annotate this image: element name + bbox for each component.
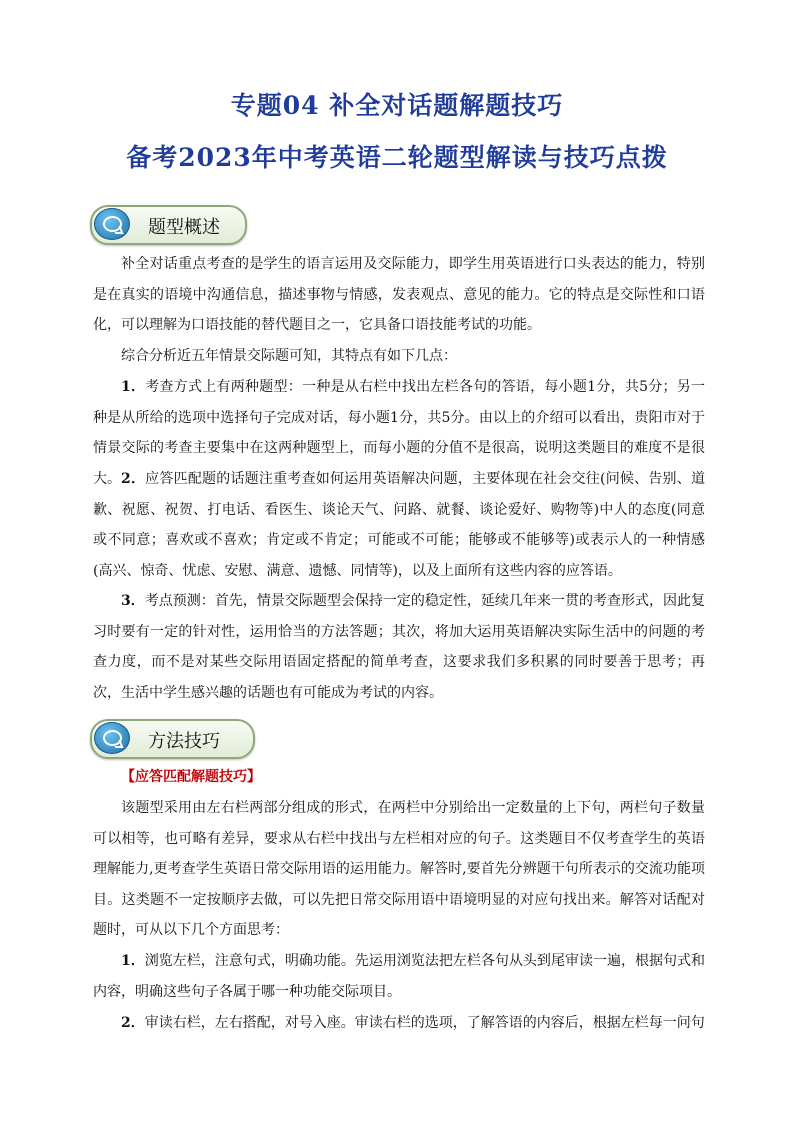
point-text: 审读右栏，左右搭配，对号入座。审读右栏的选项，了解答语的内容后，根据左栏每一问句 <box>144 1015 705 1031</box>
section-badge-methods <box>90 719 255 759</box>
overview-paragraph: 补全对话重点考查的是学生的语言运用及交际能力，即学生用英语进行口头表达的能力，特别是在真实的语境中沟通信息，描述事物与情感，发表观点、意见的能力。它的特点是交际性和口语化，可以理解为口语技能的替代题目之一，它具备口语技能考试的功能。 <box>93 256 705 333</box>
point-number: 2． <box>121 1015 145 1031</box>
overview-point-3 <box>93 586 705 708</box>
point-number: 2． <box>121 471 146 487</box>
point-number: 1． <box>121 953 145 969</box>
method-point-1 <box>93 946 705 1007</box>
overview-point-2 <box>93 464 705 586</box>
overview-summary-line: 综合分析近五年情景交际题可知，其特点有如下几点： <box>121 348 457 364</box>
section-badge-overview <box>90 205 247 245</box>
method-point-2 <box>93 1008 705 1039</box>
point-text: 考点预测：首先，情景交际题型会保持一定的稳定性，延续几年来一贯的考查形式，因此复习时要有一定的针对性，运用恰当的方法答题；其次，将加大运用英语解决实际生活中的问题的考查力度，而不是对某些交际用语固定搭配的简单考查，这要求我们多积累的同时要善于思考；再次，生活中学生感兴趣的话题也有可能成为考试的内容。 <box>93 593 706 701</box>
method-intro-paragraph: 该题型采用由左右栏两部分组成的形式，在两栏中分别给出一定数量的上下句，两栏句子数量可以相等，也可略有差异，要求从右栏中找出与左栏相对应的句子。这类题目不仅考查学生的英语理解能力,更考查学生英语日常交际用语的运用能力。解答时,要首先分辨题干句所表示的交流功能项目。这类题不一定按顺序去做，可以先把日常交际用语中语境明显的对应句找出来。解答对话配对题时，可从以下几个方面思考： <box>93 800 705 938</box>
document-title-line1: 专题04 补全对话题解题技巧 <box>230 91 564 120</box>
section-badge-label: 题型概述 <box>148 217 220 238</box>
point-text: 考查方式上有两种题型：一种是从右栏中找出左栏各句的答语，每小题1分，共5分；另一种是从所给的选项中选择句子完成对话，每小题1分，共5分。由以上的介绍可以看出，贵阳市对于情景交际的考查主要集中在这两种题型上，而每小题的分值不是很高，说明这类题目的难度不是很大。 <box>93 379 706 487</box>
speech-bubble-icon <box>94 208 130 240</box>
point-number: 1． <box>121 379 146 395</box>
speech-bubble-icon <box>94 722 130 754</box>
method-subheading: 【应答匹配解题技巧】 <box>121 769 261 785</box>
document-title-line2: 备考2023年中考英语二轮题型解读与技巧点拨 <box>126 143 668 172</box>
point-number: 3． <box>121 593 145 609</box>
point-text: 应答匹配题的话题注重考查如何运用英语解决问题，主要体现在社会交往(问候、告别、道歉、祝愿、祝贺、打电话、看医生、谈论天气、问路、就餐、谈论爱好、购物等)中人的态度(同意或不同意；喜欢或不喜欢；肯定或不肯定；可能或不可能；能够或不能够等)或表示人的一种情感(高兴、惊奇、忧虑、安慰、满意、遗憾、同情等)，以及上面所有这些内容的应答语。 <box>93 471 705 579</box>
section-badge-label: 方法技巧 <box>148 731 220 752</box>
point-text: 浏览左栏，注意句式，明确功能。先运用浏览法把左栏各句从头到尾审读一遍，根据句式和内容，明确这些句子各属于哪一种功能交际项目。 <box>93 953 706 1000</box>
